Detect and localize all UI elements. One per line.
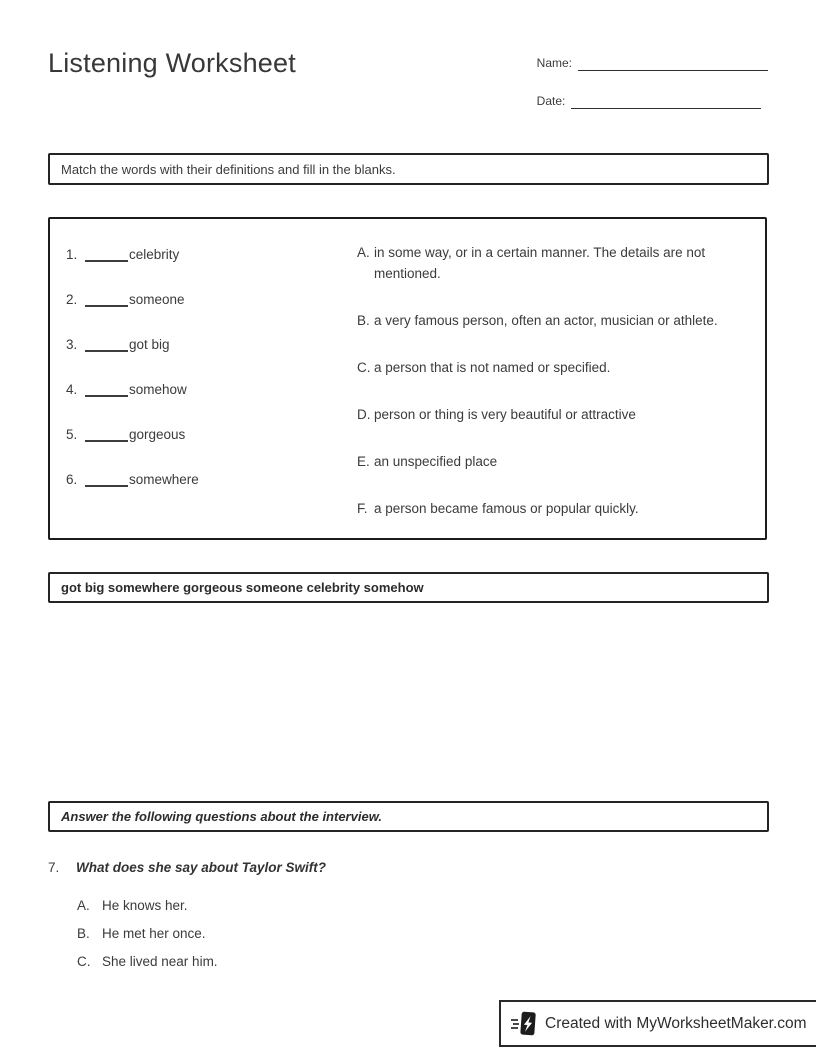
definition-letter: C. xyxy=(357,360,371,375)
definition-row xyxy=(357,310,757,331)
option-text: She lived near him. xyxy=(102,953,218,969)
date-label: Date: xyxy=(536,94,566,108)
definition-text: in some way, or in a certain manner. The details are not mentioned. xyxy=(374,245,706,281)
match-row xyxy=(66,378,199,397)
name-field xyxy=(537,50,768,71)
match-row xyxy=(66,423,199,442)
option-text: He met her once. xyxy=(102,925,206,941)
word-bank-box xyxy=(48,572,769,603)
date-line xyxy=(571,90,761,109)
definition-row xyxy=(357,242,757,284)
definition-letter: D. xyxy=(357,407,371,422)
answer-blank xyxy=(85,335,128,352)
option-row xyxy=(77,954,748,968)
definition-row xyxy=(357,498,757,519)
match-word: celebrity xyxy=(129,247,180,262)
question-options xyxy=(77,898,748,968)
option-row xyxy=(77,898,748,912)
option-letter: B. xyxy=(77,925,90,941)
definition-letter: A. xyxy=(357,245,370,260)
item-number: 6. xyxy=(66,472,78,487)
definition-letter: B. xyxy=(357,313,370,328)
definition-row xyxy=(357,404,757,425)
option-letter: C. xyxy=(77,953,91,969)
name-label: Name: xyxy=(536,56,572,70)
definition-letter: E. xyxy=(357,454,370,469)
matching-instructions-text: Match the words with their definitions and fill in the blanks. xyxy=(61,161,396,177)
questions-instructions-box xyxy=(48,801,769,832)
item-number: 1. xyxy=(66,247,78,262)
match-word: someone xyxy=(129,292,185,307)
match-row xyxy=(66,333,199,352)
matching-definitions-column xyxy=(357,242,757,519)
definition-text: a very famous person, often an actor, musician or athlete. xyxy=(374,313,718,328)
match-word: somehow xyxy=(129,382,187,397)
answer-blank xyxy=(85,290,128,307)
option-text: He knows her. xyxy=(102,897,188,913)
date-field xyxy=(537,88,768,109)
definition-text: person or thing is very beautiful or attractive xyxy=(374,407,636,422)
credit-text: Created with MyWorksheetMaker.com xyxy=(545,1014,807,1032)
worksheet-maker-logo-icon xyxy=(510,1009,538,1039)
item-number: 2. xyxy=(66,292,78,307)
match-word: got big xyxy=(129,337,170,352)
match-row xyxy=(66,468,199,487)
answer-blank xyxy=(85,245,128,262)
option-letter: A. xyxy=(77,897,90,913)
name-line xyxy=(578,52,768,71)
matching-exercise-box xyxy=(48,217,767,540)
definition-row xyxy=(357,357,757,378)
matching-instructions-box xyxy=(48,153,769,185)
definition-text: a person became famous or popular quickly. xyxy=(374,501,639,516)
page-title: Listening Worksheet xyxy=(48,48,296,78)
answer-blank xyxy=(85,380,128,397)
question-7 xyxy=(48,860,748,968)
header-fields xyxy=(537,50,768,109)
option-row xyxy=(77,926,748,940)
item-number: 5. xyxy=(66,427,78,442)
match-word: somewhere xyxy=(129,472,199,487)
definition-letter: F. xyxy=(357,501,368,516)
question-number: 7. xyxy=(48,860,60,875)
matching-words-column xyxy=(66,243,199,487)
question-head xyxy=(48,860,748,875)
match-word: gorgeous xyxy=(129,427,186,442)
definition-text: a person that is not named or specified. xyxy=(374,360,611,375)
word-bank-text: got big somewhere gorgeous someone celebrity somehow xyxy=(61,580,424,595)
item-number: 4. xyxy=(66,382,78,397)
match-row xyxy=(66,243,199,262)
answer-blank xyxy=(85,470,128,487)
credit-footer[interactable] xyxy=(499,1000,816,1047)
question-text: What does she say about Taylor Swift? xyxy=(76,860,327,875)
item-number: 3. xyxy=(66,337,78,352)
definition-row xyxy=(357,451,757,472)
questions-instructions-text: Answer the following questions about the interview. xyxy=(61,809,382,824)
definition-text: an unspecified place xyxy=(374,454,498,469)
match-row xyxy=(66,288,199,307)
answer-blank xyxy=(85,425,128,442)
